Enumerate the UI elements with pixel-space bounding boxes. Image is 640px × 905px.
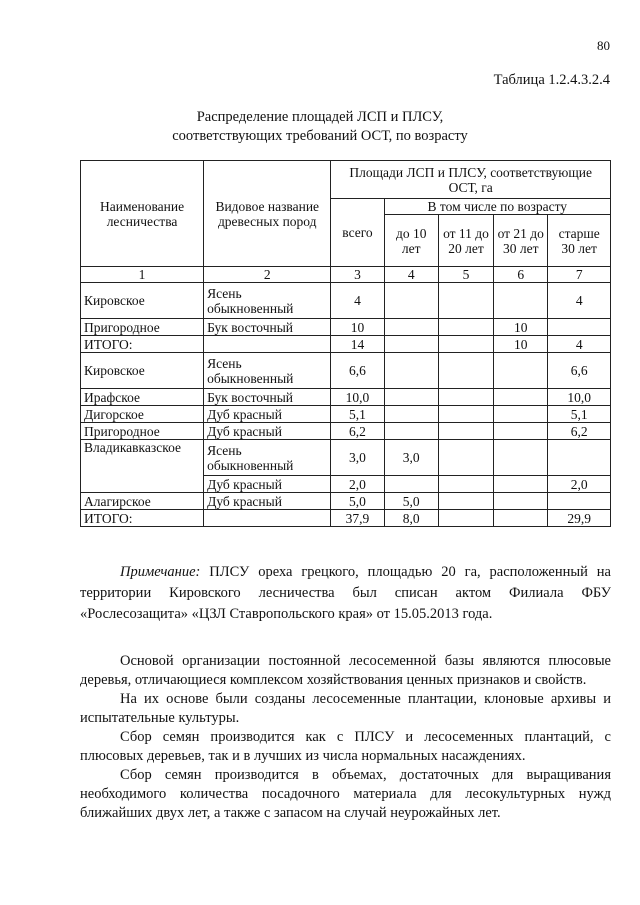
age4-cell: 4	[548, 336, 611, 353]
age3-cell	[494, 423, 548, 440]
total-row	[81, 510, 611, 527]
header-species: Видовое название древесных пород	[204, 161, 331, 267]
forestry-cell: Пригородное	[81, 319, 204, 336]
species-cell: Ясень обыкновенный	[204, 353, 331, 389]
forestry-cell: ИТОГО:	[81, 336, 204, 353]
age2-cell	[438, 336, 493, 353]
column-number: 7	[548, 267, 611, 283]
age3-cell	[494, 283, 548, 319]
table-row	[81, 283, 611, 319]
age3-cell	[494, 353, 548, 389]
species-cell: Дуб красный	[204, 493, 331, 510]
species-cell: Ясень обыкновенный	[204, 440, 331, 476]
column-number: 2	[204, 267, 331, 283]
age3-cell: 10	[494, 319, 548, 336]
column-number-row	[81, 267, 611, 283]
table-row	[81, 353, 611, 389]
column-number: 3	[331, 267, 384, 283]
age3-cell	[494, 493, 548, 510]
total-cell: 3,0	[331, 440, 384, 476]
forestry-cell: Дигорское	[81, 406, 204, 423]
table-title-line1: Распределение площадей ЛСП и ПЛСУ,	[196, 109, 444, 125]
age4-cell: 2,0	[548, 476, 611, 493]
age1-cell	[384, 336, 438, 353]
total-cell: 37,9	[331, 510, 384, 527]
table-row	[81, 319, 611, 336]
age2-cell	[438, 440, 493, 476]
column-number: 6	[494, 267, 548, 283]
age4-cell: 6,2	[548, 423, 611, 440]
age2-cell	[438, 423, 493, 440]
distribution-table	[80, 160, 611, 527]
age3-cell	[494, 510, 548, 527]
species-cell: Дуб красный	[204, 406, 331, 423]
forestry-cell: Пригородное	[81, 423, 204, 440]
column-number: 5	[438, 267, 493, 283]
age4-cell: 29,9	[548, 510, 611, 527]
header-age-2: от 11 до 20 лет	[438, 215, 493, 267]
forestry-cell: ИТОГО:	[81, 510, 204, 527]
age3-cell	[494, 389, 548, 406]
age2-cell	[438, 510, 493, 527]
age3-cell: 10	[494, 336, 548, 353]
column-number: 1	[81, 267, 204, 283]
species-cell: Бук восточный	[204, 319, 331, 336]
age1-cell	[384, 353, 438, 389]
table-note	[80, 562, 611, 625]
total-cell: 10	[331, 319, 384, 336]
age1-cell: 8,0	[384, 510, 438, 527]
species-cell	[204, 510, 331, 527]
age1-cell	[384, 423, 438, 440]
total-cell: 5,0	[331, 493, 384, 510]
total-cell: 4	[331, 283, 384, 319]
header-age-group: В том числе по возрасту	[384, 199, 610, 215]
body-paragraph: Основой организации постоянной лесосеменной базы являются плюсовые деревья, отличающиеся комплексом хозяйствования ценных признаков и свойств.	[80, 653, 611, 688]
forestry-cell: Ирафское	[81, 389, 204, 406]
age1-cell	[384, 476, 438, 493]
species-cell	[204, 336, 331, 353]
body-paragraph: Сбор семян производится как с ПЛСУ и лесосеменных плантаций, с плюсовых деревьев, так и в лучших из числа нормальных насаждениях.	[80, 729, 611, 764]
age3-cell	[494, 476, 548, 493]
header-age-3: от 21 до 30 лет	[494, 215, 548, 267]
age2-cell	[438, 476, 493, 493]
table-row	[81, 493, 611, 510]
age4-cell	[548, 440, 611, 476]
age1-cell	[384, 389, 438, 406]
age4-cell	[548, 493, 611, 510]
column-number: 4	[384, 267, 438, 283]
age1-cell: 3,0	[384, 440, 438, 476]
table-row	[81, 389, 611, 406]
species-cell: Ясень обыкновенный	[204, 283, 331, 319]
page-number: 80	[597, 38, 610, 53]
age4-cell: 5,1	[548, 406, 611, 423]
age1-cell	[384, 319, 438, 336]
total-cell: 10,0	[331, 389, 384, 406]
forestry-cell: Кировское	[81, 353, 204, 389]
table-row	[81, 440, 611, 476]
table-caption: Таблица 1.2.4.3.2.4	[493, 72, 610, 88]
total-cell: 14	[331, 336, 384, 353]
species-cell: Дуб красный	[204, 423, 331, 440]
age4-cell: 4	[548, 283, 611, 319]
total-cell: 2,0	[331, 476, 384, 493]
age2-cell	[438, 493, 493, 510]
header-area-group: Площади ЛСП и ПЛСУ, соответствующие ОСТ, га	[331, 161, 611, 199]
age4-cell: 10,0	[548, 389, 611, 406]
age3-cell	[494, 406, 548, 423]
age1-cell	[384, 283, 438, 319]
species-cell: Бук восточный	[204, 389, 331, 406]
age2-cell	[438, 406, 493, 423]
forestry-cell: Кировское	[81, 283, 204, 319]
age1-cell	[384, 406, 438, 423]
table-title	[0, 108, 640, 146]
total-cell: 5,1	[331, 406, 384, 423]
species-cell: Дуб красный	[204, 476, 331, 493]
body-paragraph: Сбор семян производится в объемах, достаточных для выращивания необходимого количества посадочного материала для лесокультурных нужд ближайших двух лет, а также с запасом на случай неурожайных лет.	[80, 767, 611, 821]
note-text: ПЛСУ ореха грецкого, площадью 20 га, расположенный на территории Кировского лесничества был списан актом Филиала ФБУ «Рослесозащита» «ЦЗЛ Ставропольского края» от 15.05.2013 года.	[80, 564, 611, 622]
age2-cell	[438, 283, 493, 319]
forestry-cell: Владикавказское	[81, 440, 204, 493]
body-paragraph: На их основе были созданы лесосеменные плантации, клоновые архивы и испытательные культуры.	[80, 691, 611, 726]
forestry-cell: Алагирское	[81, 493, 204, 510]
age2-cell	[438, 389, 493, 406]
total-row	[81, 336, 611, 353]
header-age-4: старше 30 лет	[548, 215, 611, 267]
note-label: Примечание:	[120, 564, 201, 580]
age2-cell	[438, 353, 493, 389]
header-total: всего	[331, 199, 384, 267]
total-cell: 6,2	[331, 423, 384, 440]
table-row	[81, 423, 611, 440]
body-text	[80, 652, 611, 823]
header-age-1: до 10 лет	[384, 215, 438, 267]
table-title-line2: соответствующих требований ОСТ, по возрасту	[172, 128, 468, 144]
table-row	[81, 406, 611, 423]
total-cell: 6,6	[331, 353, 384, 389]
age3-cell	[494, 440, 548, 476]
age2-cell	[438, 319, 493, 336]
header-forestry: Наименование лесничества	[81, 161, 204, 267]
age4-cell: 6,6	[548, 353, 611, 389]
age4-cell	[548, 319, 611, 336]
age1-cell: 5,0	[384, 493, 438, 510]
